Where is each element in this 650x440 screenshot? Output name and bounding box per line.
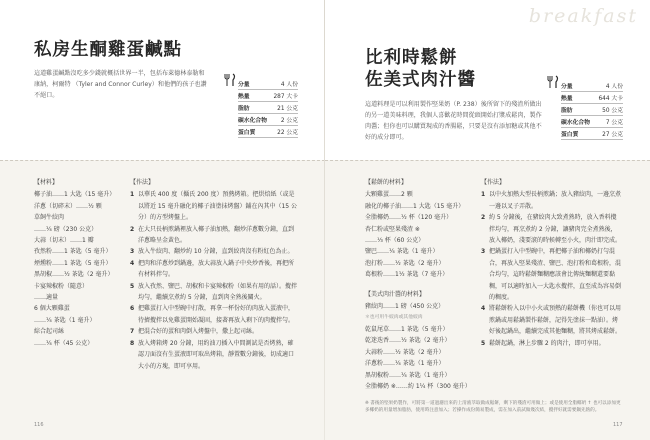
steps-heading: 【作法】 — [481, 179, 506, 186]
ingredient-item: 煙燻粉……1 茶匙（5 毫升） — [34, 259, 112, 267]
ingredient-item: 黑胡椒……½ 茶匙（2 毫升） — [34, 271, 114, 279]
ingredient-item: 孜然粉……1 茶匙（5 毫升） — [34, 248, 112, 256]
ingredients-column — [365, 177, 473, 392]
recipe-title: 比利時鬆餅 — [365, 48, 458, 68]
utensils-icon — [222, 73, 238, 87]
ingredients-heading: 【材料】 — [34, 179, 59, 186]
ingredient-item: ……¼ 茶匙（1 毫升） — [34, 316, 96, 324]
waffle-ingredients-heading: 【鬆餅的材料】 — [365, 179, 408, 186]
step-item: 4 把肉和洋蔥炒到鍋邊，放大蒜放入鍋子中央炒香後，再把所有材料拌勻。 — [130, 259, 295, 279]
step-item: 3 把鍋蛋打入中型碗中，再把椰子油和椰奶打勻混合，再放入堅果殘渣、鹽巴、泡打粉和葛根粉，混合均勻，這時鬆餅麵糊應該會比傳統麵糊還要黏稠，可以適時加入一大匙水攪拌，直至成為容易倒的稠度。 — [481, 248, 622, 302]
step-item: 3 放入牛絞肉、翻炒約 10 分鐘，直到絞肉沒有粉紅色為止。 — [130, 248, 294, 256]
gravy-ingredients-heading: 【美式肉汁醬的材料】 — [365, 290, 426, 298]
page-number: 116 — [34, 422, 44, 428]
ingredient-item: ……適量 — [34, 294, 59, 302]
nutrition-row: 脂肪 50 公克 — [561, 104, 623, 116]
right-page — [325, 0, 650, 440]
nutrition-row: 蛋白質 27 公克 — [561, 128, 623, 140]
recipe-title: 私房生酮雞蛋鹹點 — [34, 40, 182, 60]
nutrition-table — [561, 80, 623, 140]
ingredient-item: 洋蔥粉……¼ 茶匙（1 毫升） — [365, 360, 445, 368]
recipe-intro: 這道料理是可以利用製作堅果奶（P. 238）後所留下的殘渣所做出的另一道美味料理，我個人喜歡花時間從頭開始打漿成鬆肉，製作肉醬；但你也可以購買現成的香腸鬆，只要是沒有添加糖或其他不好的成分即可。 — [365, 101, 542, 141]
ingredient-item: 全脂椰奶 ※……約 1¼ 杯（300 毫升） — [365, 382, 471, 390]
recipe-intro: 這道雞蛋鹹點沒吃多少錢就概括世界一半，包括布萊德林泰勒和康納，柯爾特 （Tyler and Connor Curley）和他們的孩子也讚不絕口。 — [34, 70, 207, 99]
nutrition-row: 碳水化合物 2 公克 — [238, 114, 298, 126]
ingredients-column — [34, 177, 120, 349]
step-item: 6 把雞蛋打入中型碗中打散，再拿一杯份好的肉放入蛋液中，待擠攪拌以免雞蛋開始凝固，接著再放入剩下的肉攪拌勻。 — [130, 305, 295, 324]
step-item: 2 在大只長柄煎鍋裡放入椰子油加熱，翻炒洋蔥數分鐘，直到洋蔥略呈金黃色。 — [130, 225, 295, 245]
nutrition-row: 脂肪 21 公克 — [238, 102, 298, 114]
step-item: 1 以華氏 400 度（攝氏 200 度）預熱烤箱。把烘焙紙（或是以將近 15 毫升融化的椰子油塗抹烤盤）鋪在內其中（15 公分）的方型烤盤上。 — [130, 191, 297, 222]
utensils-icon — [545, 75, 561, 89]
ingredient-item: 鹽巴……¼ 茶匙（1 毫升） — [365, 248, 439, 256]
step-item: 1 以中火加熱大型長柄煎鍋；放入豬絞肉，一邊烹煮一邊以叉子弄散。 — [481, 191, 622, 210]
ingredient-item: 黑胡椒粉……¼ 茶匙（1 毫升） — [365, 371, 451, 379]
section-divider — [325, 160, 650, 162]
ingredient-item: 杏仁粉或堅果殘渣 ※ — [365, 225, 420, 233]
ingredient-item: 草飼牛絞肉 — [34, 214, 65, 222]
step-item: 7 把混合好的蛋和肉倒入烤盤中，撒上起司絲。 — [130, 328, 259, 336]
ingredient-item: ……¼ 磅（230 公克） — [34, 225, 98, 233]
ingredient-item: 大蒜（切末）……1 瓣 — [34, 237, 94, 245]
ingredient-item: 洋蔥（切碎末）……½ 顆 — [34, 202, 102, 210]
ingredient-item: 全脂椰奶……½ 杯（120 毫升） — [365, 214, 453, 222]
ingredient-item: 椰子油……1 大匙（15 毫升） — [34, 191, 116, 199]
section-watermark: breakfast — [528, 5, 638, 27]
step-item: 2 約 5 分鐘後，在豬絞肉大致煮熟時，放入香料攪拌均勻，再烹煮約 2 分鐘，讓豬肉完全煮熟後，放入椰奶，淺要滾的時候轉至小火，肉汁即完成。 — [481, 214, 622, 245]
ingredient-item: 融化的椰子油……1 大匙（15 毫升） — [365, 202, 465, 210]
step-item: 5 鬆餅起鍋，淋上步驟 2 的肉汁，即可享用。 — [481, 339, 605, 347]
ingredient-item: 卡宴辣椒粉（隨意） — [34, 282, 89, 290]
ingredient-item: 大蒜粉……½ 茶匙（2 毫升） — [365, 348, 445, 356]
ingredient-item: 泡打粉……½ 茶匙（2 毫升） — [365, 259, 445, 267]
steps-heading: 【作法】 — [130, 179, 155, 186]
ingredient-item: ……¼ 杯（45 公克） — [34, 339, 94, 347]
ingredient-item: 6 個大顆雞蛋 — [34, 305, 70, 313]
step-item: 5 放入孜然、鹽巴、胡椒和卡宴辣椒粉（如果有用的話）。攪拌均勻，繼續烹煮約 5 分鐘，直到肉全熟後關火。 — [130, 282, 298, 302]
steps-column — [481, 177, 621, 349]
step-item: 8 放入烤箱烤 20 分鐘，用約油刀插入中間測試是否烤熟，確認刀面沒有生蛋液即可取出烤箱，靜置數分鐘後，切成適口大小的方塊，即可享用。 — [130, 339, 295, 370]
nutrition-row: 碳水化合物 7 公克 — [561, 116, 623, 128]
ingredient-item: 豬絞肉……1 磅（450 公克） — [365, 303, 445, 311]
ingredient-item: 乾迷迭香……½ 茶匙（2 毫升） — [365, 337, 451, 345]
recipe-subtitle: 佐美式肉汁醬 — [365, 70, 476, 90]
ingredient-item: 綜合起司絲 — [34, 328, 65, 336]
ingredient-item: 乾鼠尾草……1 茶匙（5 毫升） — [365, 325, 449, 333]
nutrition-row: 熱量 644 大卡 — [561, 92, 623, 104]
nutrition-row: 蛋白質 22 公克 — [238, 126, 298, 138]
ingredient-item: 葛根粉……1½ 茶匙（7 毫升） — [365, 271, 449, 279]
ingredient-item: ……⅓ 杯（60 公克） — [365, 237, 425, 245]
step-item: 4 將鬆餅粉入以中小火或預熱的鬆餅機（你也可以用煎鍋或用鬆鍋製作鬆餅，記得先塗抹一點油）。烤好後起鍋出，繼續完成其他麵糊，將其烤成鬆餅。 — [481, 305, 622, 336]
section-divider — [0, 160, 325, 162]
footnote: ※ 書後的堅果奶製作，可將第一道過濾出來的上清液萃取做成鬆餅，剩下的殘渣可用做上；或是使用全脂椰奶 ↑ 也可以添加更多椰奶的用量增加脂肪，使用時注意加入；若操作成份簡易製成，需在加入前試做幾次結，攪拌好就需要鍋先熱的。 — [365, 401, 621, 413]
page-number: 117 — [613, 422, 623, 428]
ingredient-item: 大顆雞蛋……2 顆 — [365, 191, 413, 199]
nutrition-row: 分量 4 人份 — [238, 78, 298, 90]
steps-column — [130, 177, 298, 372]
nutrition-table — [238, 78, 298, 138]
nutrition-row: 分量 4 人份 — [561, 80, 623, 92]
ingredient-note: ＊也可用牛絞肉或其他絞肉 — [365, 315, 423, 321]
nutrition-row: 熱量 287 大卡 — [238, 90, 298, 102]
